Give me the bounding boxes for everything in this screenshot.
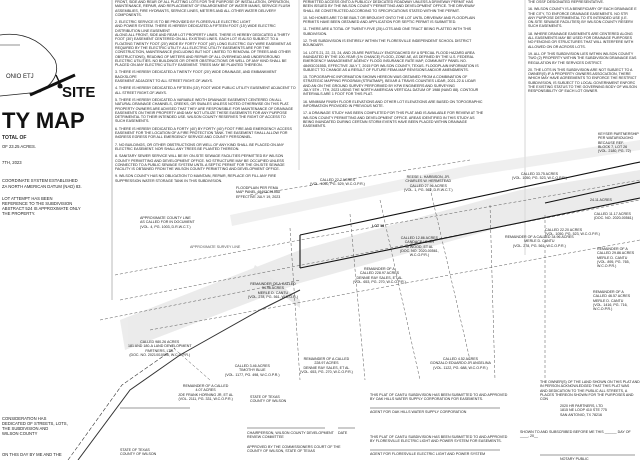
- keyser-reserve-label: KEYSER PARTNERSHIP PER WATARIOUGHO BECAUSE REF. BLOCK 7, LOT 26 (VOL. 2180, PG. 72): [598, 132, 639, 154]
- remainder-3496-label: REMAINDER OF A CALLED 34.96 ACRES MERLE D. CANTU (VOL. 278, PG. 561, W.C.O.P.R.): [505, 235, 574, 248]
- sworn-statement: SHOWN TO AND SUBSCRIBED BEFORE ME THIS ______ DAY OF ____, 20__: [520, 430, 631, 439]
- small-acres-label: 24.11 ACRES: [590, 198, 612, 202]
- note-item: FRONT, SIDE AND REAR OF ALL PLATTING LOTS FOR THE PURPOSE OF INSTALLATION, OPERATION, MAINTENANCE, REPAIR, AND REPLACEMENT OF ENLARGEMENT OF WATER MAINS, SERVICE FLUSH ASSEMBLIES, FIRE HYDRANTS, SERVICE LINES, METERS AND ALL OTHER WATER DELIVERY COMPONENTS.: [115, 0, 291, 17]
- called-22-acres-label: CALLED 22.7 ACRES (VOL. 1050, PG. 529, W.C.O.P.R.): [310, 178, 365, 187]
- note-item: 16. MINIMUM FINISH FLOOR ELEVATIONS AND OTHER LOT ELEVATIONS ARE BASED ON TOPOGRAPHIC INFORMATION PROVIDED IN PREVIOUS NOTE.: [303, 99, 483, 108]
- called-33-acres-label: CALLED 33.75 ACRES (VOL. 1050, PG. 523, W.C.O.P.R.): [512, 172, 567, 181]
- vicinity-map-title: TY MAP: [2, 108, 85, 133]
- note-item: THE OSSF DESIGNATED REPRESENTATIVE.: [528, 0, 604, 4]
- approximate-survey-label: APPROXIMATE SURVEY LINE: [190, 245, 241, 249]
- approximate-county-label: APPROXIMATE COUNTY LINE AS CALLED FOR IN DOCUMENT (VOL. 4, PG. 1003, D.R.W.C.T.): [140, 216, 195, 229]
- water-agent-label: AGENT FOR OAK HILLS WATER SUPPLY CORPORATION: [370, 410, 467, 414]
- electric-agent-label: AGENT FOR FLORESVILLE ELECTRIC LIGHT AND POWER SYSTEM: [370, 452, 486, 456]
- city-label: ONIO ETJ: [6, 74, 34, 80]
- called-980-label: CALLED 980.26 ACRES 181 AND 180-A LAND DEVELOPMENT PARTNERS, LTD. (DOC. NO. 2021/010006, W.C.O.P.R.): [128, 340, 192, 357]
- chairperson-label: CHAIRPERSON, WILSON COUNTY DEVELOPMENT REVIEW COMMITTEE: [247, 431, 334, 440]
- note-item: 16. WILSON COUNTY IS A BENEFICIARY OF EACH DRAINAGE E THE CITY, TO ENFORCE DRAINAGE EASEMENTS. NO STR ANY PURPOSE DETRIMENTAL TO ITS INTENDED USE (I.E. ON-SITE SEWAGE FACILITIES) BY WILSON COUNTY RESERV SUCH EASEMENTS.: [528, 7, 637, 29]
- parcel-line: [490, 205, 495, 380]
- remainder-right-2-label: REMAINDER OF A CALLED 46.57 ACRES MERLE D. CANTU (VOL. 1416, PG. 716, W.C.O.P.R.): [593, 290, 631, 312]
- note-item: 9. WILSON COUNTY HAS NO OBLIGATION TO MAINTAIN, REPAIR, REPLACE OR FILL ANY FIRE SUPPRESSION WATER STORAGE TANK IN THIS SUBDIVISION.: [115, 174, 277, 183]
- note-item: 10. NO HOMES ARE TO BE BUILT OR BROUGHT ONTO THE LOT UNTIL DRIVEWAY AND FLOODPLAIN PERMITS HAVE BEEN OBTAINED AND APPLICATION FOR SEPTIC PERMIT IS SUBMITTED.: [303, 15, 476, 25]
- called-346-label: CALLED 3.46 ACRES TIMOTHY BLUE (VOL. 1177, PG. 498, W.C.O.P.R.): [225, 364, 280, 377]
- total-label: TOTAL OF: [2, 135, 27, 141]
- road-edge: [68, 348, 175, 460]
- general-notes-left: [115, 0, 297, 183]
- note-item: 11. THERE ARE A TOTAL OF TWENTY-FIVE (25) LOTS AND ONE TRACT BEING PLATTED WITH THIS SUBDIVISION.: [303, 27, 472, 36]
- note-item: 12. THIS SUBDIVISION IS ENTIRELY WITHIN THE FLORESVILLE INDEPENDENT SCHOOL DISTRICT BOUNDARY.: [303, 39, 472, 48]
- state-texas-left-block: STATE OF TEXAS COUNTY OF WILSON: [120, 448, 157, 457]
- note-item: 8. SANITARY SEWER SERVICE WILL BE BY ON-SITE SEWAGE FACILITIES PERMITTED BY WILSON COUNTY PERMITTING AND DEVELOPMENT OFFICE. NO STRUCTURE MAY BE OCCUPIED UNLESS CONNECTED TO A PUBLIC SEWAGE SYSTEM UNTIL A SEPTIC PERMIT FOR THE ON-SITE SEWAGE FACILITY IS OBTAINED FROM THE WILSON COUNTY PERMITTING AND DEVELOPMENT OFFICE.: [115, 154, 285, 172]
- note-item: 14. LOTS 21, 22, 23, 24, AND 25 ARE PARTIALLY ENCROACHED BY A SPECIAL FLOOD HAZARD AREA INUNDATED BY THE 100-YEAR (1% CHANCE) FLOOD, ZONE AE, AS DEFINED BY THE U.S. FEDERAL EMERGENCY MANAGEMENT AGENCY FLOOD INSURANCE RATE MAP, COMMUNITY PANEL NO. 48493C0155D, EFFECTIVE JULY 7, 2015 FOR WILSON COUNTY, TEXAS. FLOODPLAIN INFORMATION IS SUBJECT TO CHANGE AS A RESULT OF FUTURE FEMA MAP REVISIONS AND/OR AMENDMENTS.: [303, 50, 479, 72]
- note-item: PERMITTED ACCESS ONTO A PUBLICLY DEDICATED ROADWAY UNLESS A DRIVEWAY PERMIT HAS BEEN ISSUED BY THE WILSON COUNTY PERMITTING AND DEVELOPMENT OFFICE. THE DRIVEWAY SHALL BE CONSTRUCTED ACCORDING TO SPECIFICATIONS STATED WITHIN THE PERMIT.: [303, 0, 475, 13]
- owner-statement: THE OWNER(S) OF THE LAND SHOWN ON THIS PLAT AND IN PERSON ACKNOWLEDGED THAT THIS PLAT WAS AND DEDICATION TO THE PUBLIC ALL STREETS, A PLACES THEREON SHOWN FOR THE PURPOSES AND CON: [540, 380, 640, 402]
- called-2897-label: REMAINDER OF A CALLED 228.97 ACRES DENNIE RAY SALES, ET AL (VOL. 653, PG. 270, W.C.O.P.R.): [300, 357, 353, 374]
- notary-label: NOTARY PUBLIC: [560, 457, 589, 460]
- called-2220-label: CALLED 22.20 ACRES (VOL. 1050, PG. 523, W.C.O.P.R.): [545, 228, 600, 237]
- reese-label: REESE L. HARBISON, JR. CHARLES W. HERMSTEAD CALLED 27.96 ACRES (VOL. 1, PG. 562, D.R.W.C.T.): [404, 175, 453, 192]
- candace-label: CALLED 12.86 ACRES CANDACE LEIGH ATWOOD, ET AL (DOC. NO. 2020-00561, W.C.O.P.R.): [400, 236, 439, 258]
- general-notes-far-right: [528, 0, 640, 94]
- notes-fragment: LOT ATTEMPT HAS BEEN REFERENCE TO THE SUBDIVISION ABSTRACT 524 IS APPROXIMATE ONLY THE PROPERTY.: [2, 196, 81, 217]
- general-notes-right: [303, 0, 521, 128]
- note-item: 5. THERE IS HEREBY DEDICATED A VARIABLE WIDTH DRAINAGE EASEMENT CENTERED ON ALL NATURAL DRAINAGE CHANNELS, CREEKS, OR SWALES UNLESS NOTED OTHERWISE ON THIS PLAT. PROPERTY OWNERS ARE ADVISED THAT THEY ARE RESPONSIBLE FOR MAINTENANCE OF DRAINAGE EASEMENTS ON THEIR PROPERTY AND MAY NOT UTILIZE THESE EASEMENTS FOR ANY PURPOSE DETRIMENTAL TO THEIR INTENDED USE. WILSON COUNTY RESERVES THE RIGHT OF ACCESS TO SUCH EASEMENTS.: [115, 97, 294, 124]
- datum-label: ZA NORTH AMERICAN DATUM (NAD) 83.: [2, 184, 82, 189]
- date-label: DATE: [338, 431, 348, 435]
- acres-label: OF 23.25 ACRES.: [2, 144, 36, 149]
- floodplain-label: FLOODPLAIN PER FEMA MAP PANEL 48493C0155D EFFECTIVE JULY 19, 2023: [236, 186, 281, 199]
- note-item: 7. NO BUILDINGS, OR OTHER OBSTRUCTIONS OR WELL OF ANY KIND SHALL BE PLACED ON ANY ELECTRIC EASEMENT. NOR SHALL ANY TREES BE PLANTED THEREON.: [115, 142, 285, 151]
- owner-address: 2020 HR PARTNERS, LTD 1815 NE LOOP 410 STE 775 SAN ANTONIO, TX 78216: [560, 404, 607, 417]
- note-item: 19. ALL OF THIS SUBDIVISION LIES WITHIN WILSON COUNTY TWO (2) PROPERTY WITHIN THE SUBDIVISION DRAINAGE EAS REGULATION BY THE SERVICES DISTRICT.: [528, 51, 637, 65]
- state-texas-block: STATE OF TEXAS COUNTY OF WILSON: [250, 395, 287, 404]
- note-item: 17. A DRAINAGE STUDY HAS BEEN COMPLETED FOR THIS PLAT AND IS AVAILABLE FOR REVIEW AT THE WILSON COUNTY PERMITTING AND DEVELOPMENT OFFICE. AREAS IDENTIFIED IN THIS STUDY AS BEING INUNDATED DURING CERTAIN STORM EVENTS HAVE BEEN PLACED WITHIN DRAINAGE EASEMENTS.: [303, 111, 484, 129]
- bottom-fragment: CONSIDERATION HAS DEDICATED OF STREETS, LOTS, THE SUBDIVISION AND WILSON COUNTY: [2, 416, 68, 437]
- lot-label: LOT 18: [372, 224, 385, 228]
- called-1117-label: CALLED 11.17 ACRES (DOC. NO. 2020-00561): [594, 212, 633, 221]
- note-item: 4. THERE IS HEREBY DEDICATED A FIFTEEN (15') FOOT WIDE PUBLIC UTILITY EASEMENT ADJACENT TO ALL STREET RIGHT-OF-WAYS.: [115, 86, 296, 95]
- note-item: 18. WHERE DRAINAGE EASEMENTS ARE CENTERED ALONG ALL EASEMENTS MAY BE USED FOR DRAINAGE PURPOSES NO FENCING OR STRUCTURES THAT WILL INTERFERE WITH ALLOWED ON OR ACROSS LOTS.: [528, 31, 634, 49]
- note-item: 6. THERE IS HEREBY DEDICATED A FORTY (40') BY FORTY (40') FOOT FIRE AND EMERGENCY ACCESS EASEMENT FOR THE LOCATION OF A FIRE PROTECTION TANK. THE EASEMENT SHALL ALLOW FOR INGRESS EGRESS FOR ALL EMERGENCY SERVICE AND COUNTY PERSONNEL.: [115, 126, 292, 140]
- note-item: 3. THERE IS HEREBY DEDICATED A TWENTY FOOT (20') WIDE DRAINAGE, AND EMBANKMENT BACKSLOPE EASEMENT ADJACENT TO ALL STREET RIGHT-OF-WAYS.: [115, 70, 277, 84]
- approved-by-label: APPROVED BY THE COMMISSIONERS COURT OF THE COUNTY OF WILSON, STATE OF TEXAS: [247, 445, 341, 454]
- remainder-right-1-label: REMAINDER OF A CALLED 29.86 ACRES MERLE D. CANTU (VOL. 895, PG. 765, W.C.O.P.R.): [597, 247, 635, 269]
- system-label: COORDINATE SYSTEM ESTABLISHED: [2, 178, 78, 183]
- remainder-9-label: REMAINDER OF A CALLED 34.96 ACRES MERLE D. CANTU (VOL. 278, PG. 561, W.C.O.R.): [248, 282, 298, 299]
- note-item: 15. TOPOGRAPHIC INFORMATION SHOWN HEREON WAS OBTAINED FROM A COMBINATION OF STRATEGIC MAPPING PROGRAM (STRATMAP), BEXAR & TRAVIS COUNTIES LIDAR, 2021-22 & LIDAR AND AN ON THE GROUND SURVEY PERFORMED BY KFW ENGINEERS AND SURVEYING JULY 5TH - 7TH, 2023 USING THE NORTH AMERICAN VERTICAL DATUM OF 1988 (NAVD 88). CONTOUR INTERVALS ARE 1 FOOT FOR THIS PLAT.: [303, 75, 479, 97]
- date-label: 7TH, 2023: [2, 160, 22, 165]
- water-plat-statement: THIS PLAT OF CANTU SUBDIVISION HAS BEEN SUBMITTED TO AND APPROVED BY OAK HILLS WATER SUPPLY CORPORATION FOR EASEMENTS.: [370, 393, 508, 402]
- note-item: 20. THE LOTS IN THIS SUBDIVISION ARE NOT SUBJECT TO A OWNER(S) IF A PROPERTY OWNERS ASSOCIATION, THERE WHICH MAY HAVE AGREEMENTS TO ENFORCE THE RESTRICT SUBDIVISION, IS SUBJECT TO LOCAL GOVERNMENT ENFORC THE EXISTING STATUS TO THE GOVERNING BODY OF WILSON RESPONSIBILITY OF EACH LOT OWNER.: [528, 67, 637, 94]
- remainder-8-label: REMAINDER OF A CALLED 228.97 ACRES DENNIE RAY SALES, ET AL (VOL. 653, PG. 270, W.C.O.P.R.): [353, 267, 406, 284]
- site-label: SITE: [62, 84, 96, 101]
- electric-plat-statement: THIS PLAT OF CANTU SUBDIVISION HAS BEEN SUBMITTED TO AND APPROVED BY FLORESVILLE ELECTRIC LIGHT AND POWER SYSTEM FOR EASEMENTS.: [370, 435, 508, 444]
- remainder-joe-label: REMAINDER OF A CALLED 4.07 ACRES JOE FRANK HORNING JR, ET AL (VOL. 2111, PG. 331, W.C.O.P.R.): [178, 384, 234, 401]
- called-452-label: CALLED 4.52 ACRES GONZALO EDUARDO JR ANGELINA (VOL. 1122, PG. 688, W.C.O.P.R.): [430, 357, 491, 370]
- bottom-left-text: ON THIS DAY BY ME AND THE: [2, 452, 62, 457]
- note-item: 2. ELECTRIC SERVICE IS TO BE PROVIDED BY FLORESVILLE ELECTRIC LIGHT AND POWER SYSTEM. THERE IS HEREBY DEDICATED A FIFTEEN FOOT (15') WIDE ELECTRIC DISTRIBUTION LINE EASEMENT ALONG ALL FRONT, SIDE AND REAR LOT PROPERTY LINES. THERE IS HEREBY DEDICATED A THIRTY FOOT (30') EASEMENT CENTERED ON ALL EXISTING LINES. EACH LOT IS ALSO SUBJECT TO A FLOATING TWENTY FOOT (20') WIDE BY FORTY FOOT (40') LONG ELECTRIC GUY WIRE EASEMENT AS REQUIRED BY THE ELECTRIC UTILITY. ALL ELECTRIC UTILITY EASEMENTS ARE FOR THE CONSTRUCTION, MAINTENANCE (INCLUDING BUT NOT LIMITED TO REMOVAL OF TREES AND OTHER OBSTRUCTIONS), READING OF METERS AND REPAIR OF ALL OVERHEAD AND UNDERGROUND ELECTRIC UTILITIES. NO BUILDINGS OR OTHER OBSTRUCTIONS OR WELL OF ANY KIND SHALL BE PLACED ON ANY ELECTRIC UTILITY EASEMENT. TREES MAY BE PLANTED THEREON.: [115, 20, 292, 68]
